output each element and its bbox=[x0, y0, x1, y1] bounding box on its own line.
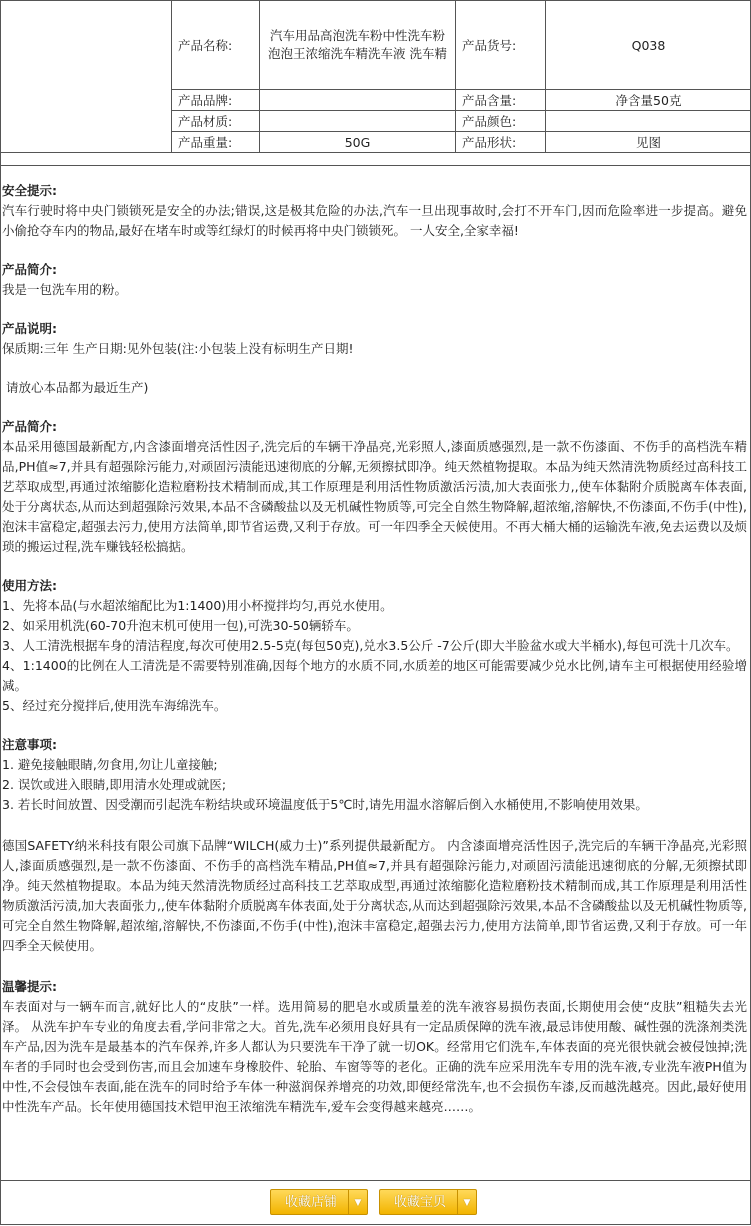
tips-text: 车表面对与一辆车而言,就好比人的“皮肤”一样。选用简易的肥皂水或质量差的洗车液容易损伤表面,长期使用会使“皮肤”粗糙失去光泽。 从洗车护车专业的角度去看,学问非常之大。首先,洗车必须用良好具有一定品质保障的洗车液,最忌讳使用酸、碱性强的洗涤剂类洗车产品,因为洗车是最基本的汽车保养,许多人都认为只要洗车干净了就一切OK。经常用它们洗车,车体表面的亮光很快就会被侵蚀掉;洗车者的手同时也会受到伤害,而且会加速车身橡胶件、轮胎、车窗等等的老化。正确的洗车应采用洗车专用的洗车液,专业洗车液PH值为中性,不会侵蚀车表面,能在洗车的同时给予车体一种滋润保养增亮的功效,即便经常洗车,也不会损伤车漆,反而越洗越亮。因此,最好使用中性洗车产品。长年使用德国技术铠甲泡王浓缩洗车精洗车,爱车会变得越来越亮……。 bbox=[2, 997, 747, 1117]
desc-line2: 请放心本品都为最近生产) bbox=[2, 378, 747, 398]
notes-section bbox=[2, 735, 747, 815]
safety-text: 汽车行驶时将中央门锁锁死是安全的办法;错误,这是极其危险的办法,汽车一旦出现事故时,会打不开车门,因而危险率进一步提高。避免小偷抢夺车内的物品,最好在堵车时或等红绿灯的时候再将中央门锁锁死。 一人安全,全家幸福! bbox=[2, 201, 747, 241]
brand-label: 产品品牌: bbox=[172, 90, 260, 111]
usage-step: 4、1:1400的比例在人工清洗是不需要特别准确,因每个地方的水质不同,水质差的地区可能需要减少兑水比例,请车主可根据使用经验增减。 bbox=[2, 656, 747, 696]
usage-step: 3、人工清洗根据车身的清洁程度,每次可使用2.5-5克(每包50克),兑水3.5公斤 -7公斤(即大半脸盆水或大半桶水),每包可洗十几次车。 bbox=[2, 636, 747, 656]
intro2-section bbox=[2, 417, 747, 557]
content-label: 产品含量: bbox=[456, 90, 546, 111]
description-body bbox=[2, 181, 747, 1117]
product-image-cell bbox=[1, 1, 172, 153]
desc-title: 产品说明: bbox=[2, 319, 747, 339]
intro-text: 我是一包洗车用的粉。 bbox=[2, 280, 747, 300]
company-text: 德国SAFETY纳米科技有限公司旗下品牌“WILCH(威力士)”系列提供最新配方。 内含漆面增亮活性因子,洗完后的车辆干净晶亮,光彩照人,漆面质感强烈,是一款不伤漆面、不伤手的高档洗车精品,PH值≈7,并具有超强除污能力,对顽固污渍能迅速彻底的分解,无须擦拭即净。纯天然植物提取。本品为纯天然清洗物质经过高科技工艺萃取成型,再通过浓缩膨化造粒磨粉技术精制而成,其工作原理是利用活性物质激活污渍,加大表面张力,,使车体黏附介质脱离车体表面,处于分离状态,从而达到超强除污效果,本品不含磷酸盐以及无机碱性物质等,可完全自然生物降解,超浓缩,溶解快,不伤漆面,不伤手(中性),泡沫丰富稳定,超强去污力,使用方法简单,即节省运费,又利于存放。可一年四季全天候使用。 bbox=[2, 836, 747, 956]
chevron-down-icon[interactable]: ▼ bbox=[348, 1190, 367, 1214]
favorite-item-button[interactable] bbox=[379, 1189, 477, 1215]
tips-title: 温馨提示: bbox=[2, 977, 747, 997]
intro2-text: 本品采用德国最新配方,内含漆面增亮活性因子,洗完后的车辆干净晶亮,光彩照人,漆面质感强烈,是一款不伤漆面、不伤手的高档洗车精品,PH值≈7,并具有超强除污能力,对顽固污渍能迅速彻底的分解,无须擦拭即净。纯天然植物提取。本品为纯天然清洗物质经过高科技工艺萃取成型,再通过浓缩膨化造粒磨粉技术精制而成,其工作原理是利用活性物质激活污渍,加大表面张力,,使车体黏附介质脱离车体表面,处于分离状态,从而达到超强除污效果,本品不含磷酸盐以及无机碱性物质等,可完全自然生物降解,超浓缩,溶解快,不伤漆面,不伤手(中性),泡沫丰富稳定,超强去污力,使用方法简单,即节省运费,又利于存放。可一年四季全天候使用。不再大桶大桶的运输洗车液,免去运费以及烦琐的搬运过程,洗车赚钱轻松搞掂。 bbox=[2, 437, 747, 557]
usage-step: 5、经过充分搅拌后,使用洗车海绵洗车。 bbox=[2, 696, 747, 716]
tips-section bbox=[2, 975, 747, 1117]
code-value: Q038 bbox=[546, 1, 751, 90]
notes-item: 1. 避免接触眼睛,勿食用,勿让儿童接触; bbox=[2, 755, 747, 775]
brand-value bbox=[260, 90, 456, 111]
shape-value: 见图 bbox=[546, 132, 751, 153]
safety-title: 安全提示: bbox=[2, 181, 747, 201]
desc-line1: 保质期:三年 生产日期:见外包装(注:小包装上没有标明生产日期! bbox=[2, 339, 747, 359]
favorite-button-bar bbox=[0, 1180, 751, 1226]
intro-section bbox=[2, 260, 747, 300]
material-value bbox=[260, 111, 456, 132]
notes-item: 3. 若长时间放置、因受潮而引起洗车粉结块或环境温度低于5℃时,请先用温水溶解后倒入水桶使用,不影响使用效果。 bbox=[2, 795, 747, 815]
color-value bbox=[546, 111, 751, 132]
intro2-title: 产品简介: bbox=[2, 417, 747, 437]
material-label: 产品材质: bbox=[172, 111, 260, 132]
usage-title: 使用方法: bbox=[2, 576, 747, 596]
notes-title: 注意事项: bbox=[2, 735, 747, 755]
favorite-item-label: 收藏宝贝 bbox=[380, 1190, 460, 1216]
name-label: 产品名称: bbox=[172, 1, 260, 90]
usage-section bbox=[2, 576, 747, 716]
section-divider bbox=[0, 165, 751, 166]
weight-label: 产品重量: bbox=[172, 132, 260, 153]
content-value: 净含量50克 bbox=[546, 90, 751, 111]
shape-label: 产品形状: bbox=[456, 132, 546, 153]
name-value: 汽车用品高泡洗车粉中性洗车粉 泡泡王浓缩洗车精洗车液 洗车精 bbox=[260, 1, 456, 90]
notes-item: 2. 误饮或进入眼睛,即用清水处理或就医; bbox=[2, 775, 747, 795]
product-attributes-table bbox=[0, 0, 751, 153]
company-section bbox=[2, 834, 747, 956]
weight-value: 50G bbox=[260, 132, 456, 153]
desc-section bbox=[2, 319, 747, 398]
usage-step: 2、如采用机洗(60-70升泡末机可使用一包),可洗30-50辆轿车。 bbox=[2, 616, 747, 636]
safety-section bbox=[2, 181, 747, 241]
favorite-shop-label: 收藏店铺 bbox=[271, 1190, 351, 1216]
color-label: 产品颜色: bbox=[456, 111, 546, 132]
intro-title: 产品简介: bbox=[2, 260, 747, 280]
code-label: 产品货号: bbox=[456, 1, 546, 90]
chevron-down-icon[interactable]: ▼ bbox=[457, 1190, 476, 1214]
favorite-shop-button[interactable] bbox=[270, 1189, 368, 1215]
usage-step: 1、先将本品(与水超浓缩配比为1:1400)用小杯搅拌均匀,再兑水使用。 bbox=[2, 596, 747, 616]
